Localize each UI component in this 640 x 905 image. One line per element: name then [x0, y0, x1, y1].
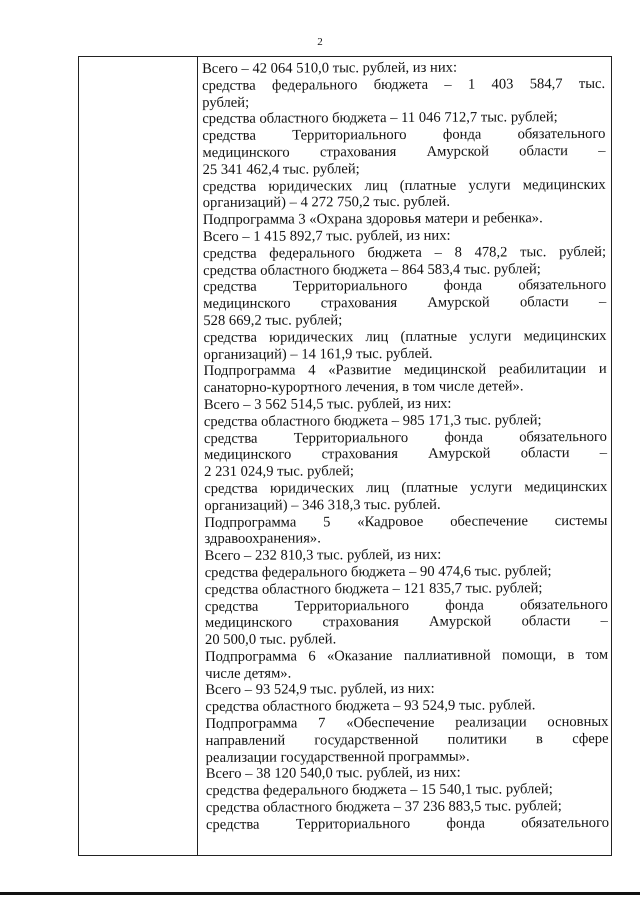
- text-line: средства федерального бюджета – 8 478,2 тыс. рублей;: [202, 243, 607, 262]
- text-line: средства Территориального фонда обязательного: [205, 814, 610, 833]
- text-line: Всего – 1 415 892,7 тыс. рублей, из них:: [202, 227, 451, 245]
- text-line: организаций) – 4 272 750,2 тыс. рублей.: [202, 194, 451, 212]
- text-line: медицинского страхования Амурской области –: [203, 294, 607, 313]
- text-line: Всего – 42 064 510,0 тыс. рублей, из них:: [202, 59, 458, 77]
- text-line: Подпрограмма 5 «Кадровое обеспечение системы: [204, 512, 608, 531]
- page-number: 2: [317, 36, 323, 48]
- table-right-cell: [198, 57, 611, 855]
- text-line: 25 341 462,4 тыс. рублей;: [202, 160, 360, 178]
- text-line: числе детям».: [205, 665, 292, 682]
- text-line: Подпрограмма 3 «Охрана здоровья матери и ребенка».: [202, 210, 543, 229]
- text-line: Всего – 3 562 514,5 тыс. рублей, из них:: [203, 395, 452, 413]
- text-line: медицинского страхования Амурской области –: [202, 142, 606, 161]
- text-line: 20 500,0 тыс. рублей.: [204, 631, 337, 649]
- text-line: средства Территориального фонда обязательного: [202, 126, 606, 145]
- text-line: Всего – 38 120 540,0 тыс. рублей, из них:: [205, 765, 461, 783]
- table-left-cell: [79, 57, 198, 855]
- text-line: медицинского страхования Амурской области –: [204, 613, 608, 632]
- text-line: средства областного бюджета – 93 524,9 тыс. рублей.: [205, 697, 536, 716]
- text-line: средства Территориального фонда обязательного: [203, 277, 607, 296]
- text-line: реализации государственной программы».: [205, 748, 470, 766]
- text-line: организаций) – 346 318,3 тыс. рублей.: [204, 496, 441, 514]
- text-line: средства областного бюджета – 37 236 883,5 тыс. рублей;: [205, 798, 562, 817]
- text-line: средства областного бюджета – 864 583,4 тыс. рублей;: [203, 260, 541, 279]
- text-line: 528 669,2 тыс. рублей;: [203, 312, 343, 329]
- text-line: Подпрограмма 7 «Обеспечение реализации основных: [205, 713, 609, 733]
- text-line: средства федерального бюджета – 90 474,6 тыс. рублей;: [204, 563, 552, 581]
- document-table: [78, 56, 612, 856]
- table-cell-text: [202, 59, 609, 834]
- text-line: средства областного бюджета – 121 835,7 тыс. рублей;: [204, 579, 543, 598]
- text-line: медицинского страхования Амурской области –: [204, 445, 608, 464]
- scan-bottom-edge: [0, 892, 640, 895]
- text-line: средства областного бюджета – 985 171,3 тыс. рублей;: [203, 411, 542, 430]
- text-line: организаций) – 14 161,9 тыс. рублей.: [203, 345, 433, 363]
- text-line: средства федерального бюджета – 15 540,1 тыс. рублей;: [205, 781, 553, 800]
- text-line: средства областного бюджета – 11 046 712,7 тыс. рублей;: [202, 109, 558, 128]
- text-line: средства юридических лиц (платные услуги медицинских: [204, 478, 608, 497]
- text-line: Всего – 232 810,3 тыс. рублей, из них:: [204, 546, 442, 565]
- text-line: здравоохранения».: [204, 530, 321, 548]
- text-line: средства Территориального фонда обязательного: [203, 428, 608, 447]
- text-line: средства федерального бюджета – 1 403 584,7 тыс.: [202, 75, 606, 94]
- text-line: рублей;: [202, 94, 250, 111]
- text-line: Подпрограмма 6 «Оказание паллиативной помощи, в том: [205, 646, 609, 665]
- text-line: Подпрограмма 4 «Развитие медицинской реабилитации и: [203, 361, 607, 380]
- text-line: направлений государственной политики в сфере: [205, 730, 609, 749]
- text-line: средства Территориального фонда обязательного: [204, 596, 608, 615]
- text-line: средства юридических лиц (платные услуги медицинских: [202, 176, 606, 195]
- text-line: средства юридических лиц (платные услуги медицинских: [203, 327, 607, 346]
- text-line: санаторно-курортного лечения, в том числе детей».: [203, 378, 524, 397]
- text-line: 2 231 024,9 тыс. рублей;: [204, 463, 355, 481]
- text-line: Всего – 93 524,9 тыс. рублей, из них:: [205, 681, 435, 699]
